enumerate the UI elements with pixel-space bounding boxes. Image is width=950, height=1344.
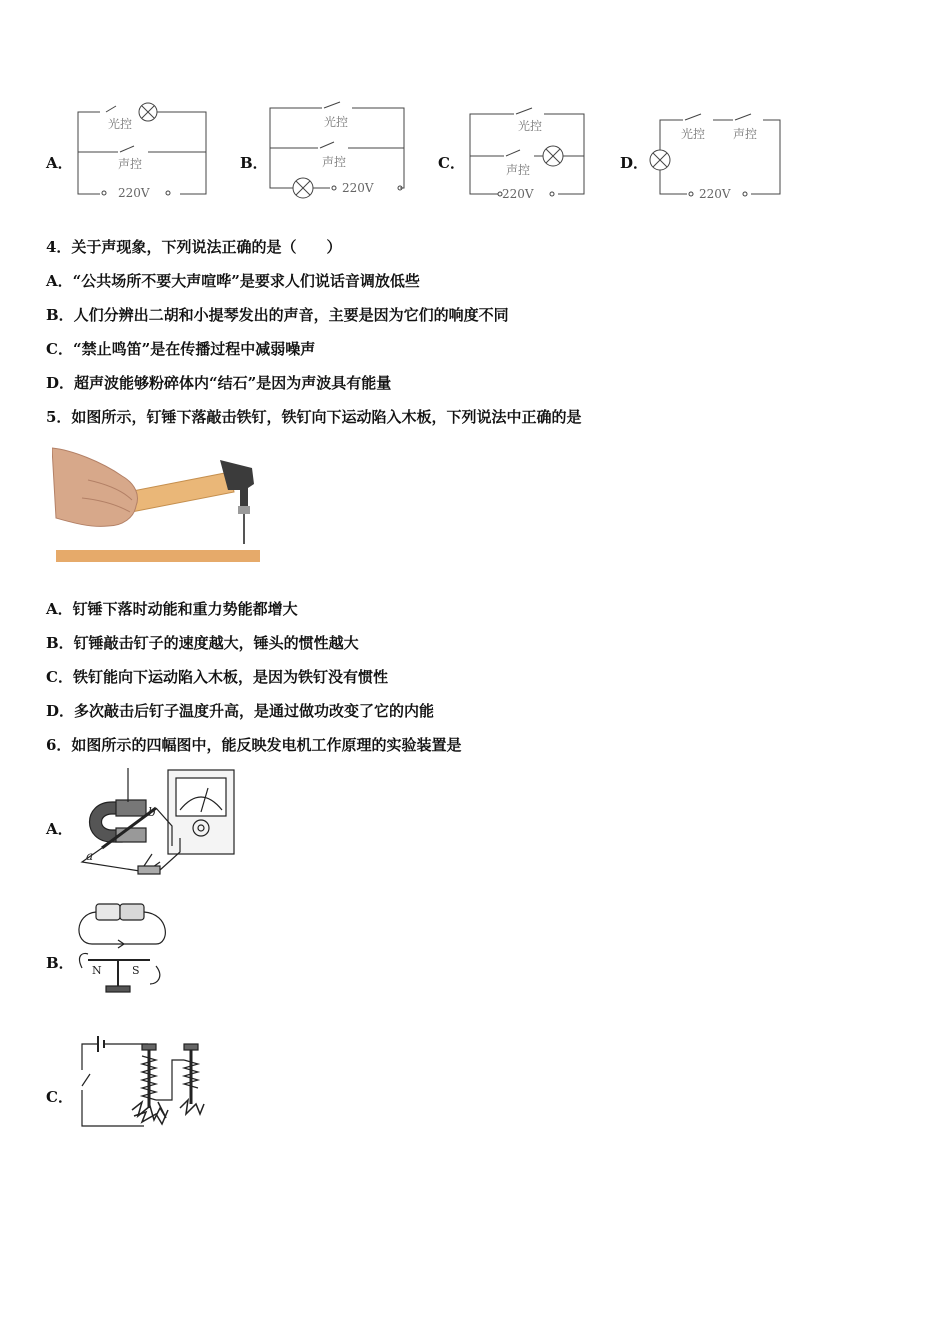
circuit-diagram-a: [70, 100, 215, 200]
question-4-option-c: C．“禁止鸣笛”是在传播过程中减弱噪声: [46, 340, 316, 358]
light-control-label: 光控: [681, 127, 706, 141]
pole-n: N: [92, 964, 102, 977]
question-6-option-a-label: A．: [46, 820, 73, 838]
voltage-label: 220V: [502, 187, 534, 201]
hammer-nail-photo: [52, 440, 264, 568]
circuit-diagram-c: [462, 102, 590, 202]
question-4-stem: 4．关于声现象，下列说法正确的是（ ）: [46, 238, 342, 256]
voltage-label: 220V: [342, 181, 374, 195]
label-b: b: [148, 805, 156, 819]
label-a: a: [86, 849, 94, 863]
question-5-option-d: D．多次敲击后钉子温度升高，是通过做功改变了它的内能: [46, 702, 435, 720]
question-4-option-b: B．人们分辨出二胡和小提琴发出的声音，主要是因为它们的响度不同: [46, 306, 509, 324]
light-control-label: 光控: [108, 117, 133, 131]
question-5-option-c: C．铁钉能向下运动陷入木板，是因为铁钉没有惯性: [46, 668, 388, 686]
sound-control-label: 声控: [322, 155, 347, 169]
wood-board: [56, 550, 260, 562]
question-4-option-a: A．“公共场所不要大声喧哗”是要求人们说话音调放低些: [46, 272, 420, 290]
circuit-option-b-label: B．: [240, 154, 268, 172]
question-6-option-b-label: B．: [46, 954, 74, 972]
question-5-option-b: B．钉锤敲击钉子的速度越大，锤头的惯性越大: [46, 634, 359, 652]
pole-s: S: [132, 964, 140, 977]
circuit-diagram-d: [645, 102, 785, 202]
generator-experiment-figure: [72, 766, 240, 884]
hand: [52, 448, 137, 526]
question-6-stem: 6．如图所示的四幅图中，能反映发电机工作原理的实验装置是: [46, 736, 462, 754]
circuit-option-c-label: C．: [438, 154, 465, 172]
sound-control-label: 声控: [733, 127, 758, 141]
sound-control-label: 声控: [506, 163, 531, 177]
voltage-label: 220V: [118, 186, 150, 200]
oersted-experiment-figure: [72, 896, 172, 1004]
circuit-option-a-label: A．: [46, 154, 73, 172]
circuit-diagram-b: [262, 100, 410, 200]
question-6-option-c-label: C．: [46, 1088, 73, 1106]
light-control-label: 光控: [518, 119, 543, 133]
light-control-label: 光控: [324, 115, 349, 129]
question-5-stem: 5．如图所示，钉锤下落敲击铁钉，铁钉向下运动陷入木板，下列说法中正确的是: [46, 408, 582, 426]
circuit-option-d-label: D．: [620, 154, 649, 172]
voltage-label: 220V: [699, 187, 731, 201]
electromagnet-experiment-figure: [72, 1030, 230, 1136]
question-4-option-d: D．超声波能够粉碎体内“结石”是因为声波具有能量: [46, 374, 392, 392]
sound-control-label: 声控: [118, 157, 143, 171]
question-5-option-a: A．钉锤下落时动能和重力势能都增大: [46, 600, 298, 618]
